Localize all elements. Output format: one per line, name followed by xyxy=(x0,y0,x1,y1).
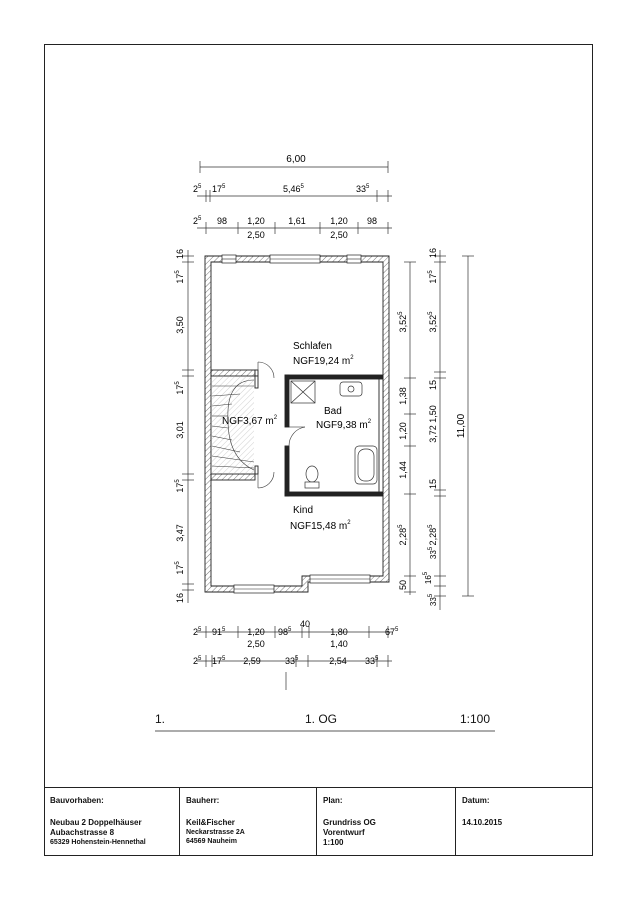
tb-plan xyxy=(317,788,456,856)
title-block xyxy=(44,787,593,856)
dim-label: $33^5$ xyxy=(365,656,379,666)
toilet xyxy=(306,466,318,482)
dim-label: 1,20 xyxy=(398,422,408,440)
dim-label: 50 xyxy=(398,579,408,591)
tb-client-line: Neckarstrasse 2A xyxy=(186,829,245,836)
dim-label: 3,01 xyxy=(175,421,185,439)
tb-project-header: Bauvorhaben: xyxy=(50,796,104,805)
dim-label: $2^5$ xyxy=(193,216,202,226)
room-name-bad: Bad xyxy=(324,406,342,417)
bottom-dimension-labels xyxy=(193,619,399,666)
dim-label: 2,50 xyxy=(247,639,265,649)
dim-label: 1,50 xyxy=(428,405,438,423)
tb-plan-line: Vorentwurf xyxy=(323,828,365,837)
dim-label: 16 xyxy=(428,247,438,259)
dim-overall-width: 6,00 xyxy=(286,154,306,165)
left-dimension-labels xyxy=(175,249,185,603)
dim-label: 1,40 xyxy=(330,639,348,649)
dim-label: 1,61 xyxy=(288,216,306,226)
dim-label: $17^5$ xyxy=(175,270,185,284)
drawing-number: 1. xyxy=(155,712,166,726)
tb-client-line: Keil&Fischer xyxy=(186,818,235,827)
tb-plan-header: Plan: xyxy=(323,796,343,805)
right-dimension-labels xyxy=(398,248,467,606)
drawing-title: 1. OG xyxy=(305,712,338,726)
tb-project-line: Neubau 2 Doppelhäuser xyxy=(50,818,142,827)
dim-label: $2^5$ xyxy=(193,184,202,194)
dim-label: 1,20 xyxy=(330,216,348,226)
tb-date xyxy=(456,788,593,856)
room-name-schlafen: Schlafen xyxy=(293,341,332,352)
dim-label: 15 xyxy=(428,379,438,391)
dim-label: $33^5$ xyxy=(428,546,438,560)
dim-label: 16 xyxy=(175,248,185,260)
dim-label: $17^5$ xyxy=(175,381,185,395)
dim-label: 16 xyxy=(175,592,185,604)
dim-label: 3,72 xyxy=(428,425,438,443)
dim-label: 1,20 xyxy=(247,627,265,637)
dim-label: $17^5$ xyxy=(428,270,438,284)
dim-label: $17^5$ xyxy=(212,656,226,666)
dim-label: $17^5$ xyxy=(212,184,226,194)
bathroom-fixtures xyxy=(291,381,377,488)
dim-label: 3,47 xyxy=(175,524,185,542)
dim-label: 3,50 xyxy=(175,316,185,334)
dim-label: $17^5$ xyxy=(175,561,185,575)
dim-label: 1,20 xyxy=(247,216,265,226)
dim-label: $33^5$ xyxy=(285,656,299,666)
tb-project-line: Aubachstrasse 8 xyxy=(50,828,115,837)
dim-label: 15 xyxy=(428,478,438,490)
tb-plan-line: Grundriss OG xyxy=(323,818,376,827)
tb-date-value: 14.10.2015 xyxy=(462,818,503,827)
room-area-kind: NGF15,48 $m^2$ xyxy=(290,520,351,532)
dim-label: 2,28$^5$ xyxy=(428,524,438,546)
dim-label: 98 xyxy=(366,216,378,226)
dim-label: 2,28$^5$ xyxy=(398,524,408,546)
dim-label: 5,46$^5$ xyxy=(283,184,304,194)
tb-client-header: Bauherr: xyxy=(186,796,220,805)
dim-label: $2^5$ xyxy=(193,627,202,637)
dim-label: $2^5$ xyxy=(193,656,202,666)
dim-label: $67^5$ xyxy=(385,627,399,637)
tb-date-header: Datum: xyxy=(462,796,490,805)
tb-project-line: 65329 Hohenstein-Hennethal xyxy=(50,839,146,846)
drawing-scale: 1:100 xyxy=(460,712,491,726)
dim-label: 1,44 xyxy=(398,461,408,479)
dim-label: 2,59 xyxy=(243,656,261,666)
room-area-bad: NGF9,38 $m^2$ xyxy=(316,419,372,431)
dim-label: 3,52$^5$ xyxy=(398,311,408,333)
dim-label: $91^5$ xyxy=(212,627,226,637)
tb-project xyxy=(44,788,180,856)
dim-label: 2,54 xyxy=(329,656,347,666)
dim-label: $33^5$ xyxy=(428,593,438,607)
dim-overall-depth: 11,00 xyxy=(456,413,467,439)
dim-label: 98 xyxy=(216,216,228,226)
tb-client-line: 64569 Nauheim xyxy=(186,838,237,845)
dim-label: 3,52$^5$ xyxy=(428,311,438,333)
dim-label: $17^5$ xyxy=(175,479,185,493)
tb-plan-line: 1:100 xyxy=(323,838,344,847)
dim-label: 2,50 xyxy=(247,230,265,240)
room-area-schlafen: NGF19,24 $m^2$ xyxy=(293,355,354,367)
dim-label: $98^5$ xyxy=(278,627,292,637)
dim-label: 40 xyxy=(299,619,311,629)
room-name-kind: Kind xyxy=(293,505,314,516)
tb-client xyxy=(180,788,317,856)
dim-label: 2,50 xyxy=(330,230,348,240)
dim-label: 1,80 xyxy=(330,627,348,637)
dim-label: 1,38 xyxy=(398,387,408,405)
room-area-stairs: NGF3,67 $m^2$ xyxy=(222,415,278,427)
dim-label: $33^5$ xyxy=(356,184,370,194)
dim-label: $16^5$ xyxy=(423,571,433,585)
